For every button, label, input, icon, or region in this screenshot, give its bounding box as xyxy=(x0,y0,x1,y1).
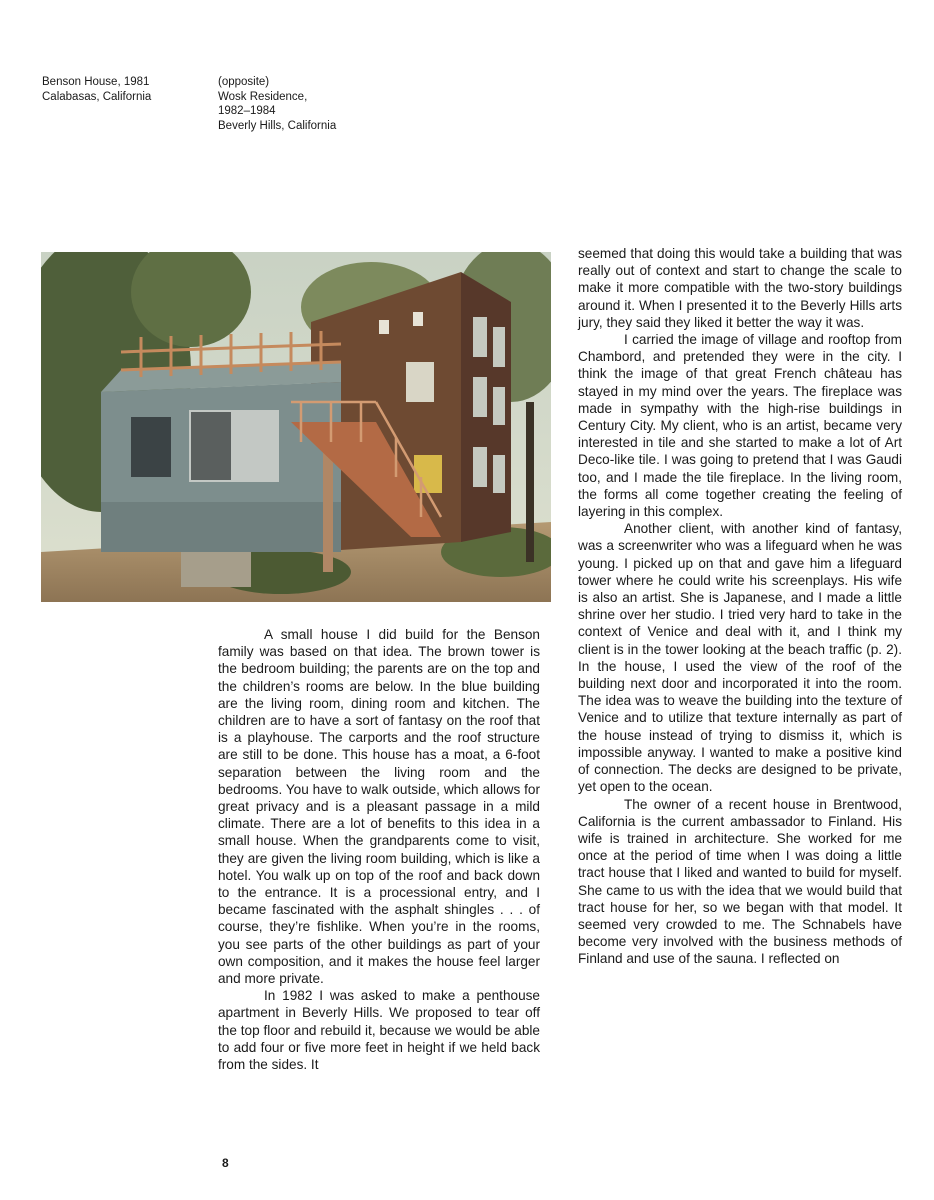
caption-line: Benson House, 1981 xyxy=(42,76,150,88)
benson-house-illustration xyxy=(41,252,551,602)
benson-house-photo xyxy=(41,252,551,602)
photo-caption-wosk xyxy=(218,75,336,133)
page-number: 8 xyxy=(222,1156,229,1170)
paragraph: The owner of a recent house in Brentwood, California is the current ambassador to Finland. His wife is trained in architecture. She worked for me once at the period of time when I was doing a little tract house that I liked and wanted to build for myself. She came to us with the idea that we would build that tract house for her, so we began with that model. It seemed very crowded to me. The Schnabels have become very involved with the business methods of Finland and use of the sauna. I reflected on xyxy=(578,796,902,967)
photo-caption-benson xyxy=(42,75,151,104)
paragraph: I carried the image of village and rooftop from Chambord, and pretended they were in the city. I think the image of that great French château has stayed in my mind over the years. The fireplace was made in sympathy with the high-rise buildings in Century City. My client, who is an artist, became very interested in tile and she started to make a lot of Art Deco-like tile. I was going to pretend that I was Gaudi too, and I made the tile fireplace. In the living room, the forms all come together creating the feeling of layering in this complex. xyxy=(578,332,902,520)
caption-line: Calabasas, California xyxy=(42,90,152,103)
caption-line: 1982–1984 xyxy=(218,105,276,117)
paragraph: seemed that doing this would take a building that was really out of context and start to change the scale to make it more compatible with the two-story buildings around it. When I presented it to the Beverly Hills arts jury, they said they liked it better the way it was. xyxy=(578,246,902,330)
paragraph: In 1982 I was asked to make a penthouse apartment in Beverly Hills. We proposed to tear off the top floor and rebuild it, because we would be able to add four or five more feet in height if we held back from the sides. It xyxy=(218,988,540,1073)
text-column-right xyxy=(578,245,902,968)
paragraph: A small house I did build for the Benson family was based on that idea. The brown tower is the bedroom building; the parents are on the top and the children’s rooms are below. In the blue building are the living room, dining room and kitchen. The children are to have a sort of fantasy on the roof that is a playhouse. The carports and the roof structure are still to be done. This house has a moat, a 6-foot separation between the living room and the bedrooms. You have to walk outside, which allows for great privacy and is a pleasant passage in a mild climate. There are a lot of benefits to this idea in a small house. When the grandparents come to visit, they are given the living room building, which is like a hotel. You walk up on top of the roof and back down to the entrance. It is a processional entry, and I became fascinated with the asphalt shingles . . . of course, they’re fishlike. When you’re in the rooms, you see parts of the other buildings as part of your own composition, and it makes the house feel larger and more private. xyxy=(218,627,540,987)
caption-line: Beverly Hills, California xyxy=(218,119,337,132)
text-column-left xyxy=(218,626,540,1073)
caption-line: (opposite) xyxy=(218,76,270,88)
caption-line: Wosk Residence, xyxy=(218,90,308,103)
paragraph: Another client, with another kind of fantasy, was a screenwriter who was a lifeguard when he was young. I picked up on that and gave him a lifeguard tower where he could write his screenplays. His wife is also an artist. She is Japanese, and I made a little shrine over her studio. I tried very hard to take in the context of Venice and deal with it, and I think my client is in the tower looking at the beach traffic (p. 2). In the house, I used the view of the roof of the building next door and incorporated it into the room. The idea was to weave the building into the texture of Venice and to utilize that texture internally as part of the house instead of trying to dismiss it, which is impossible anyway. I wanted to make a positive kind of connection. The decks are designed to be private, yet open to the ocean. xyxy=(578,521,902,795)
